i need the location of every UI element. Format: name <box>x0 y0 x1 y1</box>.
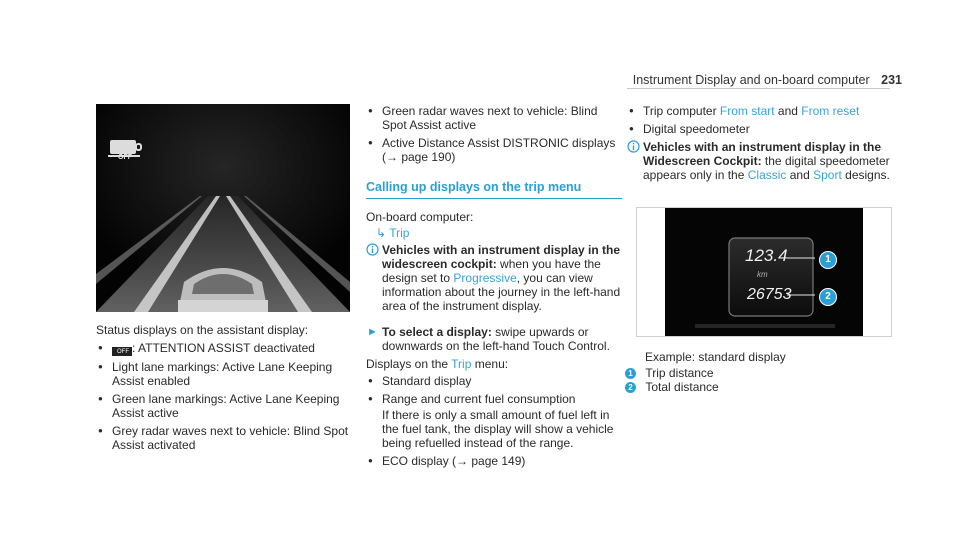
bullet-grey-radar: ● Grey radar waves next to vehicle: Blind Spot Assist activated <box>96 424 356 452</box>
middle-column <box>366 104 622 472</box>
right-column <box>627 104 890 182</box>
legend-item: 2 Total distance <box>625 380 885 394</box>
callout-2: 2 <box>819 288 837 306</box>
section-title: Calling up displays on the trip menu <box>366 180 582 194</box>
info-icon <box>627 140 640 153</box>
displays-intro: Displays on the Trip menu: <box>366 357 509 371</box>
assistant-display-graphic <box>96 104 350 312</box>
range-note: If there is only a small amount of fuel left in the fuel tank, the display will show a vehicle being refuelled instead of the range. <box>382 408 614 450</box>
from-reset-link: From reset <box>801 104 860 118</box>
header-rule <box>627 88 890 89</box>
info-note-speedometer: Vehicles with an instrument display in the Widescreen Cockpit: the digital speedometer appears only in the Classic and Sport designs. <box>627 140 890 182</box>
trip-menu-item: ● ECO display (→ page 149) <box>366 454 622 468</box>
assistant-display-image <box>96 104 350 312</box>
cup-off-label: OFF <box>118 154 132 161</box>
info-note-widescreen: Vehicles with an instrument display in the widescreen cockpit: when you have the design set to Progressive, you can view information about the journey in the left-hand area of the instrument display. <box>366 243 622 313</box>
trip-menu-list <box>366 374 622 468</box>
bullet-attention-assist: ● OFF : ATTENTION ASSIST deactivated <box>96 341 356 356</box>
standard-display-image <box>636 207 892 337</box>
menu-arrow-icon: ↳ <box>376 226 387 240</box>
image-caption: Example: standard display <box>645 350 786 364</box>
bullet-distronic: ● Active Distance Assist DISTRONIC displays (→ page 190) <box>366 136 622 164</box>
from-start-link: From start <box>719 104 775 118</box>
total-distance-value: 26753 <box>747 286 792 303</box>
action-arrow-icon: ► <box>367 326 378 338</box>
page-number: 231 <box>881 73 902 87</box>
progressive-link: Progressive <box>453 271 517 285</box>
trip-menu-item: ● Standard display <box>366 374 622 388</box>
section-rule <box>366 198 622 199</box>
menu-path-trip: Trip <box>389 226 410 240</box>
info-icon <box>366 243 379 256</box>
image-caption-block <box>628 350 885 394</box>
page-header <box>633 73 902 87</box>
trip-menu-item: ● Range and current fuel consumption <box>366 392 622 406</box>
sport-link: Sport <box>813 168 842 182</box>
bullet-digital-speedometer: ● Digital speedometer <box>627 122 890 136</box>
left-column <box>96 323 356 456</box>
status-caption: Status displays on the assistant display: <box>96 323 309 337</box>
trip-distance-value: 123.4 <box>745 246 788 265</box>
bullet-light-lane: ● Light lane markings: Active Lane Keeping Assist enabled <box>96 360 356 388</box>
attention-assist-off-icon: OFF <box>112 347 132 356</box>
onboard-label: On-board computer: <box>366 210 474 224</box>
trip-link: Trip <box>451 357 472 371</box>
action-step: ► To select a display: swipe upwards or downwards on the left-hand Touch Control. <box>367 325 610 353</box>
section-heading <box>366 180 622 199</box>
header-title: Instrument Display and on-board computer <box>632 73 870 87</box>
classic-link: Classic <box>747 168 787 182</box>
legend-item: 1 Trip distance <box>625 366 885 380</box>
menu-path <box>366 226 622 240</box>
bullet-green-radar: ● Green radar waves next to vehicle: Blind Spot Assist active <box>366 104 622 132</box>
bullet-trip-computer: ● Trip computer From start and From reset <box>627 104 890 118</box>
bullet-green-lane: ● Green lane markings: Active Lane Keeping Assist active <box>96 392 356 420</box>
callout-1: 1 <box>819 251 837 269</box>
distance-unit: km <box>757 270 768 279</box>
